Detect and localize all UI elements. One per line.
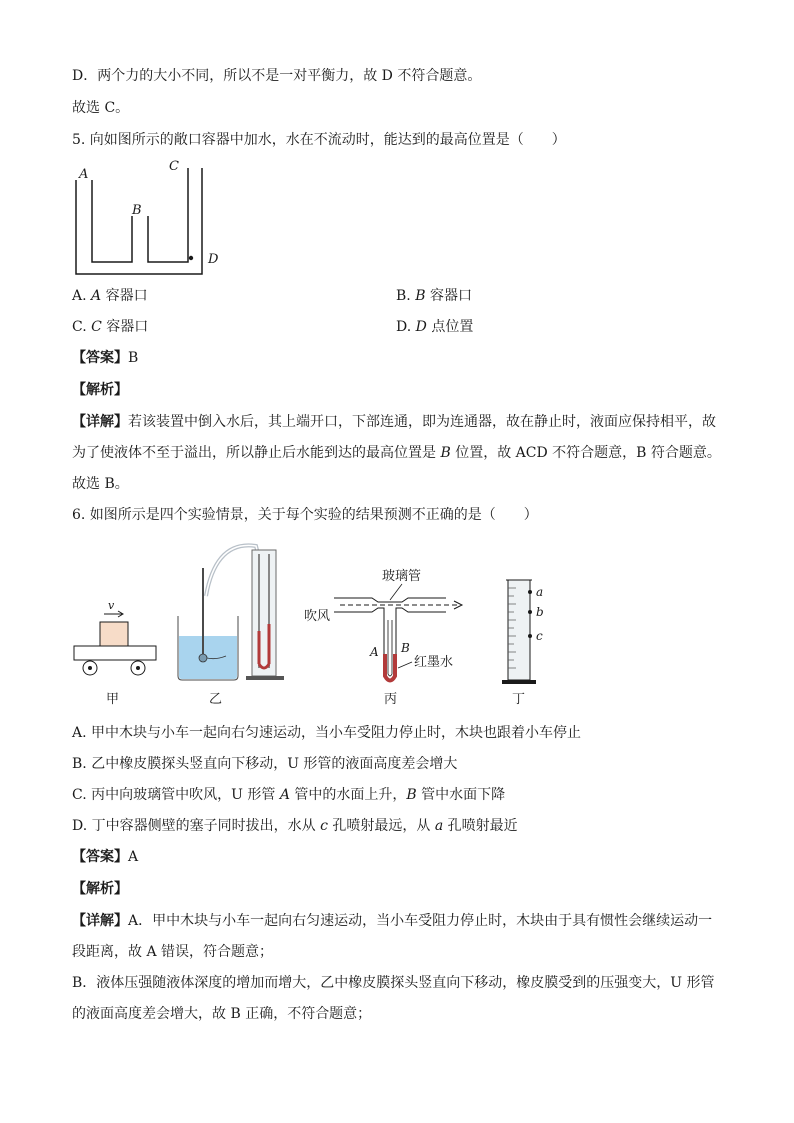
explanation-5-line3: 故选 B。: [72, 476, 129, 492]
analysis-6-title: 【解析】: [72, 881, 128, 897]
tube-a-label: A: [370, 645, 379, 659]
inner-vessel-2: [148, 168, 188, 262]
caption-jia: 甲: [106, 692, 120, 707]
option-6a: A. 甲中木块与小车一起向右匀速运动，当小车受阻力停止时，木块也跟着小车停止: [72, 725, 582, 741]
option-6d: D. 丁中容器侧壁的塞子同时拔出，水从 c 孔喷射最远，从 a 孔喷射最近: [72, 818, 518, 834]
blowing-experiment: [304, 568, 462, 707]
blow-label: 吹风: [304, 609, 331, 624]
question-6: 6. 如图所示是四个实验情景，关于每个实验的结果预测不正确的是（ ）: [72, 507, 538, 523]
hole-b-label: b: [536, 605, 544, 619]
inner-vessel-1: [92, 180, 132, 262]
explanation-6-line4: 的液面高度差会增大，故 B 正确，不符合题意；: [72, 1006, 372, 1022]
explanation-6-line2: 段距离，故 A 错误，符合题意；: [72, 944, 274, 960]
label-c: C: [169, 159, 179, 174]
label-b: B: [132, 203, 142, 218]
hole-a-label: a: [536, 585, 544, 599]
text-line: 故选 C。: [72, 100, 130, 116]
label-a: A: [79, 167, 89, 182]
caption-yi: 乙: [209, 692, 223, 707]
tube-b-label: B: [401, 641, 410, 655]
explanation-6-line1: 【详解】A．甲中木块与小车一起向右匀速运动，当小车受阻力停止时，木块由于具有惯性会继续运动一: [72, 913, 713, 929]
explanation-5-line1: 【详解】若该装置中倒入水后，其上端开口，下部连通，即为连通器，故在静止时，液面应保持相平，故: [72, 414, 716, 430]
answer-6: 【答案】A: [72, 849, 139, 865]
option-6c: C. 丙中向玻璃管中吹风，U 形管 A 管中的水面上升，B 管中水面下降: [72, 787, 506, 803]
text-line: D．两个力的大小不同，所以不是一对平衡力，故 D 不符合题意。: [72, 68, 482, 84]
hole-c-label: c: [536, 629, 543, 643]
option-a: A. A 容器口: [72, 288, 148, 304]
cylinder-experiment: [502, 580, 544, 707]
option-6b: B. 乙中橡皮膜探头竖直向下移动，U 形管的液面高度差会增大: [72, 756, 458, 772]
point-d: [189, 256, 193, 260]
label-d: D: [208, 252, 219, 267]
figure-5-container: [66, 152, 236, 282]
glass-tube-label: 玻璃管: [382, 569, 422, 584]
pressure-experiment: [178, 545, 284, 707]
outer-wall: [76, 168, 202, 274]
option-d: D. D 点位置: [396, 319, 474, 335]
figure-6-experiments: [66, 536, 586, 712]
question-5: 5. 向如图所示的敞口容器中加水，水在不流动时，能达到的最高位置是（ ）: [72, 132, 566, 148]
explanation-6-line3: B．液体压强随液体深度的增加而增大，乙中橡皮膜探头竖直向下移动，橡皮膜受到的压强变大，U 形管: [72, 975, 715, 991]
caption-ding: 丁: [512, 692, 526, 707]
velocity-label: v: [108, 599, 115, 612]
analysis-5-title: 【解析】: [72, 382, 128, 398]
option-c: C. C 容器口: [72, 319, 149, 335]
cart-experiment: [74, 599, 156, 707]
explanation-5-line2: 为了使液体不至于溢出，所以静止后水能到达的最高位置是 B 位置，故 ACD 不符合题意，B 符合题意。: [72, 445, 721, 461]
red-ink-label: 红墨水: [414, 655, 454, 670]
answer-5: 【答案】B: [72, 350, 139, 366]
caption-bing: 丙: [384, 692, 398, 707]
option-b: B. B 容器口: [396, 288, 472, 304]
